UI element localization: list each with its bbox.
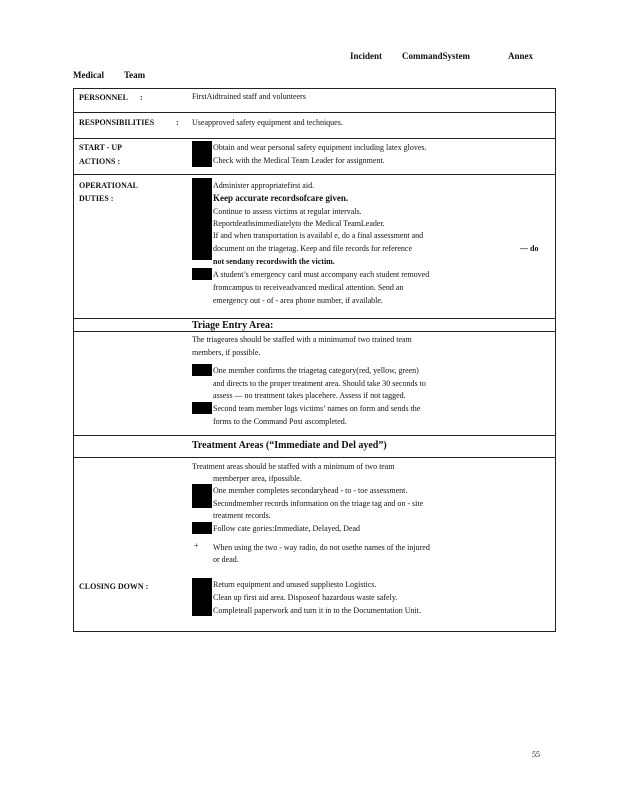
responsibilities-value: Useapproved safety equipment and techniques. — [192, 118, 343, 127]
row-divider — [73, 457, 555, 458]
bullet-marker — [192, 402, 212, 414]
operational-line: emergency out - of - area phone number, if available. — [213, 296, 383, 305]
bullet-marker — [192, 364, 212, 376]
header-medical: Medical — [73, 70, 104, 80]
row-divider — [73, 174, 555, 175]
header-incident: Incident — [350, 51, 383, 61]
treatment-line: treatment records. — [213, 511, 271, 520]
operational-line: Reportdeathsimmediatelyto the Medical TeamLeader. — [213, 219, 385, 228]
row-divider — [73, 138, 555, 139]
header-team: Team — [124, 70, 146, 80]
startup-line: Obtain and wear personal safety equipment including latex gloves. — [213, 143, 427, 152]
treatment-line: When using the two - way radio, do not usethe names of the injured — [213, 543, 430, 552]
responsibilities-label: RESPONSIBILITIES — [79, 118, 155, 127]
header-command-system: CommandSystem — [402, 51, 471, 61]
page-number: 55 — [532, 750, 540, 759]
operational-line: Administer appropriatefirst aid. — [213, 181, 315, 190]
treatment-line: Secondmember records information on the triage tag and on - site — [213, 499, 424, 508]
closing-label: CLOSING DOWN : — [79, 582, 149, 591]
operational-line: not sendany recordswith the victim. — [213, 257, 335, 266]
triage-line: Second team member logs victims’ names on form and sends the — [213, 404, 421, 413]
operational-line: A student’s emergency card must accompany each student removed — [213, 270, 430, 279]
bullet-marker — [192, 141, 212, 167]
triage-line: forms to the Command Post ascompleted. — [213, 417, 347, 426]
row-divider — [73, 318, 555, 319]
personnel-value: FirstAidtrained staff and volunteers — [192, 92, 306, 101]
plus-marker: + — [194, 541, 199, 550]
operational-line: fromcampus to receiveadvanced medical attention. Send an — [213, 283, 404, 292]
triage-line: assess — no treatment takes placehere. Assess if not tagged. — [213, 391, 406, 400]
treatment-line: Follow cate gories:Immediate, Delayed, Dead — [213, 524, 361, 533]
header-annex: Annex — [508, 51, 534, 61]
treatment-line: One member completes secondaryhead - to - toe assessment. — [213, 486, 408, 495]
startup-label-2: ACTIONS : — [79, 157, 121, 166]
triage-line: and directs to the proper treatment area. Should take 30 seconds to — [213, 379, 426, 388]
triage-line: One member confirms the triagetag category(red, yellow, green) — [213, 366, 419, 375]
operational-line: document on the triagetag. Keep and file records for reference — [213, 244, 413, 253]
triage-line: members, if possible. — [192, 348, 261, 357]
treatment-title: Treatment Areas (“Immediate and Del ayed”) — [192, 440, 387, 451]
personnel-colon: : — [140, 93, 143, 102]
startup-label: START - UP — [79, 143, 122, 152]
bullet-marker — [192, 522, 212, 534]
bullet-marker — [192, 178, 212, 260]
treatment-line: memberper area, ifpossible. — [213, 474, 302, 483]
operational-line: If and when transportation is availabl e, do a final assessment and — [213, 231, 424, 240]
treatment-line: Treatment areas should be staffed with a minimum of two team — [192, 462, 395, 471]
row-divider — [73, 331, 555, 332]
row-divider — [73, 435, 555, 436]
operational-line: Continue to assess victims at regular intervals. — [213, 207, 362, 216]
bullet-marker — [192, 268, 212, 280]
operational-label: OPERATIONAL — [79, 181, 138, 190]
closing-line: Clean up first aid area. Disposeof hazardous waste safely. — [213, 593, 398, 602]
closing-line: Completeall paperwork and turn it in to the Documentation Unit. — [213, 606, 421, 615]
triage-title: Triage Entry Area: — [192, 320, 274, 331]
bullet-marker — [192, 578, 212, 616]
startup-line: Check with the Medical Team Leader for assignment. — [213, 156, 385, 165]
closing-line: Return equipment and unused suppliesto Logistics. — [213, 580, 377, 589]
bullet-marker — [192, 484, 212, 508]
operational-line: Keep accurate recordsofcare given. — [213, 193, 349, 203]
responsibilities-colon: : — [176, 118, 179, 127]
triage-line: The triagearea should be staffed with a minimumof two trained team — [192, 335, 412, 344]
personnel-label: PERSONNEL — [79, 93, 128, 102]
row-divider — [73, 112, 555, 113]
treatment-line: or dead. — [213, 555, 239, 564]
operational-line: — do — [520, 244, 539, 253]
operational-label-2: DUTIES : — [79, 194, 114, 203]
